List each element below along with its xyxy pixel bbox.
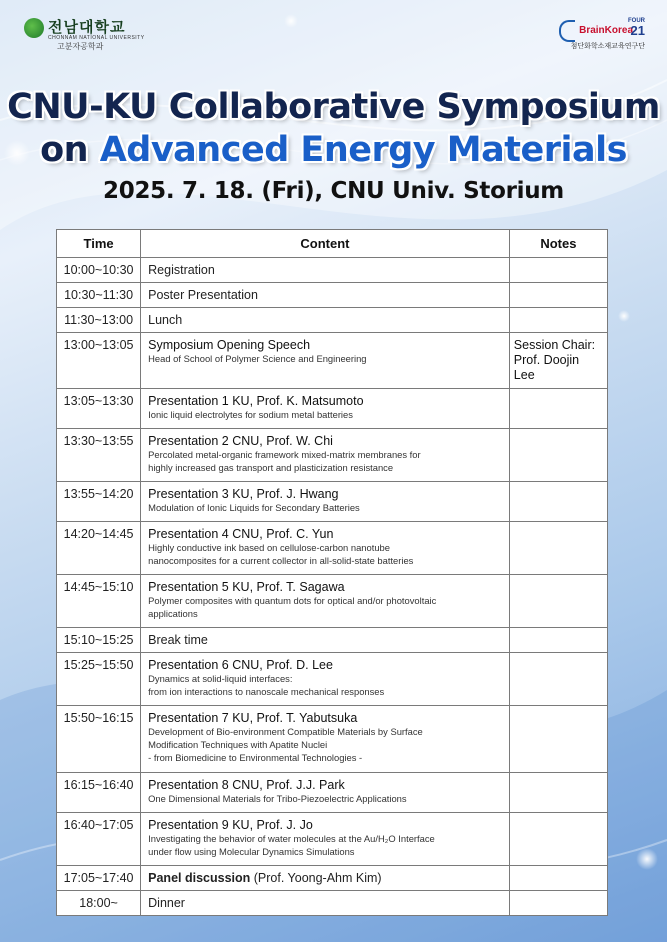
row-time: 13:05~13:30 bbox=[57, 389, 141, 429]
header-notes: Notes bbox=[509, 230, 607, 258]
table-row bbox=[57, 333, 608, 389]
session-chair-name: Prof. Doojin Lee bbox=[513, 353, 580, 382]
bk-four: FOUR bbox=[628, 18, 645, 24]
row-time: 14:45~15:10 bbox=[57, 575, 141, 628]
row-notes bbox=[509, 813, 607, 866]
row-description: nanocomposites for a current collector in all-solid-state batteries bbox=[148, 555, 414, 566]
panel-discussion-moderator: (Prof. Yoong-Ahm Kim) bbox=[250, 871, 382, 885]
row-notes bbox=[509, 333, 607, 389]
row-notes bbox=[509, 389, 607, 429]
row-time: 15:25~15:50 bbox=[57, 653, 141, 706]
row-description: applications bbox=[148, 608, 198, 619]
row-time: 13:55~14:20 bbox=[57, 482, 141, 522]
row-text: Poster Presentation bbox=[148, 288, 258, 302]
table-row bbox=[57, 628, 608, 653]
cnu-department: 고분자공학과 bbox=[57, 42, 104, 51]
session-chair-label: Session Chair: bbox=[513, 338, 596, 352]
row-description: Modulation of Ionic Liquids for Secondary Batteries bbox=[148, 502, 360, 513]
row-description: - from Biomedicine to Environmental Technologies - bbox=[148, 752, 363, 763]
row-title: Presentation 9 KU, Prof. J. Jo bbox=[148, 818, 313, 832]
row-text bbox=[148, 871, 503, 885]
row-content bbox=[141, 389, 510, 429]
row-description: Modification Techniques with Apatite Nuclei bbox=[148, 739, 328, 750]
row-title: Presentation 3 KU, Prof. J. Hwang bbox=[148, 487, 339, 501]
row-title: Presentation 8 CNU, Prof. J.J. Park bbox=[148, 778, 345, 792]
row-notes bbox=[509, 258, 607, 283]
title-line-2-highlight: Advanced Energy Materials bbox=[99, 130, 627, 170]
row-time: 15:50~16:15 bbox=[57, 706, 141, 773]
row-title: Presentation 4 CNU, Prof. C. Yun bbox=[148, 527, 334, 541]
row-content bbox=[141, 773, 510, 813]
row-title: Presentation 7 KU, Prof. T. Yabutsuka bbox=[148, 711, 358, 725]
row-description: Highly conductive ink based on cellulose-carbon nanotube bbox=[148, 542, 390, 553]
table-row bbox=[57, 773, 608, 813]
row-description: Investigating the behavior of water molecules at the Au/H₂O Interface bbox=[148, 833, 435, 844]
header-time: Time bbox=[57, 230, 141, 258]
row-notes bbox=[509, 866, 607, 891]
row-notes bbox=[509, 482, 607, 522]
row-notes bbox=[509, 575, 607, 628]
table-row bbox=[57, 891, 608, 916]
row-title: Presentation 2 CNU, Prof. W. Chi bbox=[148, 434, 333, 448]
row-title: Presentation 6 CNU, Prof. D. Lee bbox=[148, 658, 333, 672]
row-description: Polymer composites with quantum dots for optical and/or photovoltaic bbox=[148, 595, 437, 606]
table-header-row bbox=[57, 230, 608, 258]
row-description: Percolated metal-organic framework mixed-matrix membranes for bbox=[148, 449, 421, 460]
row-time: 13:30~13:55 bbox=[57, 429, 141, 482]
glow-dot bbox=[636, 848, 658, 870]
row-content bbox=[141, 653, 510, 706]
row-time: 10:30~11:30 bbox=[57, 283, 141, 308]
row-notes bbox=[509, 706, 607, 773]
event-date-venue: 2025. 7. 18. (Fri), CNU Univ. Storium bbox=[103, 178, 564, 204]
row-content bbox=[141, 308, 510, 333]
header-content: Content bbox=[141, 230, 510, 258]
schedule-table bbox=[56, 229, 608, 916]
row-content bbox=[141, 258, 510, 283]
title-line-1: CNU-KU Collaborative Symposium bbox=[7, 87, 660, 127]
row-time: 13:00~13:05 bbox=[57, 333, 141, 389]
cnu-logo bbox=[24, 16, 145, 51]
table-row bbox=[57, 308, 608, 333]
cnu-english-name: CHONNAM NATIONAL UNIVERSITY bbox=[48, 35, 145, 41]
row-notes bbox=[509, 891, 607, 916]
row-description: highly increased gas transport and plasticization resistance bbox=[148, 462, 394, 473]
cnu-emblem-icon bbox=[24, 18, 44, 38]
row-time: 14:20~14:45 bbox=[57, 522, 141, 575]
row-time: 15:10~15:25 bbox=[57, 628, 141, 653]
row-content bbox=[141, 813, 510, 866]
glow-dot bbox=[618, 310, 630, 322]
bk-program-name: 첨단화학소재교육연구단 bbox=[570, 43, 645, 50]
brainkorea-swoosh-icon bbox=[559, 20, 575, 42]
header bbox=[0, 0, 667, 60]
table-row bbox=[57, 258, 608, 283]
row-notes bbox=[509, 283, 607, 308]
page-title bbox=[0, 86, 667, 172]
row-content bbox=[141, 283, 510, 308]
row-content bbox=[141, 628, 510, 653]
row-notes bbox=[509, 773, 607, 813]
row-notes bbox=[509, 308, 607, 333]
table-row bbox=[57, 389, 608, 429]
row-title: Presentation 1 KU, Prof. K. Matsumoto bbox=[148, 394, 364, 408]
row-content bbox=[141, 522, 510, 575]
cnu-name: 전남대학교 bbox=[48, 19, 126, 36]
row-content bbox=[141, 866, 510, 891]
row-description: Ionic liquid electrolytes for sodium metal batteries bbox=[148, 409, 353, 420]
row-notes bbox=[509, 653, 607, 706]
row-text: Break time bbox=[148, 633, 208, 647]
row-title: Symposium Opening Speech bbox=[148, 338, 311, 352]
panel-discussion-label: Panel discussion bbox=[148, 871, 251, 885]
table-row bbox=[57, 866, 608, 891]
table-row bbox=[57, 706, 608, 773]
row-content bbox=[141, 891, 510, 916]
row-description: One Dimensional Materials for Tribo-Piezoelectric Applications bbox=[148, 793, 407, 804]
row-notes bbox=[509, 628, 607, 653]
row-text: Dinner bbox=[148, 896, 185, 910]
row-time: 10:00~10:30 bbox=[57, 258, 141, 283]
row-time: 17:05~17:40 bbox=[57, 866, 141, 891]
row-content bbox=[141, 429, 510, 482]
row-content bbox=[141, 482, 510, 522]
row-notes bbox=[509, 429, 607, 482]
row-title: Presentation 5 KU, Prof. T. Sagawa bbox=[148, 580, 345, 594]
row-content bbox=[141, 333, 510, 389]
table-row bbox=[57, 522, 608, 575]
brainkorea-logo bbox=[559, 18, 645, 52]
row-description: under flow using Molecular Dynamics Simulations bbox=[148, 846, 355, 857]
row-description: Development of Bio-environment Compatible Materials by Surface bbox=[148, 726, 423, 737]
title-line-2-prefix: on bbox=[40, 130, 100, 170]
table-row bbox=[57, 429, 608, 482]
row-time: 16:40~17:05 bbox=[57, 813, 141, 866]
title-line-2 bbox=[0, 129, 667, 172]
row-description: Dynamics at solid-liquid interfaces: bbox=[148, 673, 293, 684]
row-description: Head of School of Polymer Science and Engineering bbox=[148, 353, 367, 364]
bk-name: BrainKorea bbox=[579, 25, 633, 36]
row-content bbox=[141, 575, 510, 628]
table-row bbox=[57, 813, 608, 866]
table-row bbox=[57, 653, 608, 706]
table-row bbox=[57, 575, 608, 628]
row-description: from ion interactions to nanoscale mechanical responses bbox=[148, 686, 385, 697]
row-time: 16:15~16:40 bbox=[57, 773, 141, 813]
bk-number: 21 bbox=[630, 23, 645, 38]
row-time: 18:00~ bbox=[57, 891, 141, 916]
row-time: 11:30~13:00 bbox=[57, 308, 141, 333]
row-content bbox=[141, 706, 510, 773]
table-row bbox=[57, 482, 608, 522]
table-row bbox=[57, 283, 608, 308]
row-text: Registration bbox=[148, 263, 215, 277]
row-text: Lunch bbox=[148, 313, 183, 327]
row-notes bbox=[509, 522, 607, 575]
